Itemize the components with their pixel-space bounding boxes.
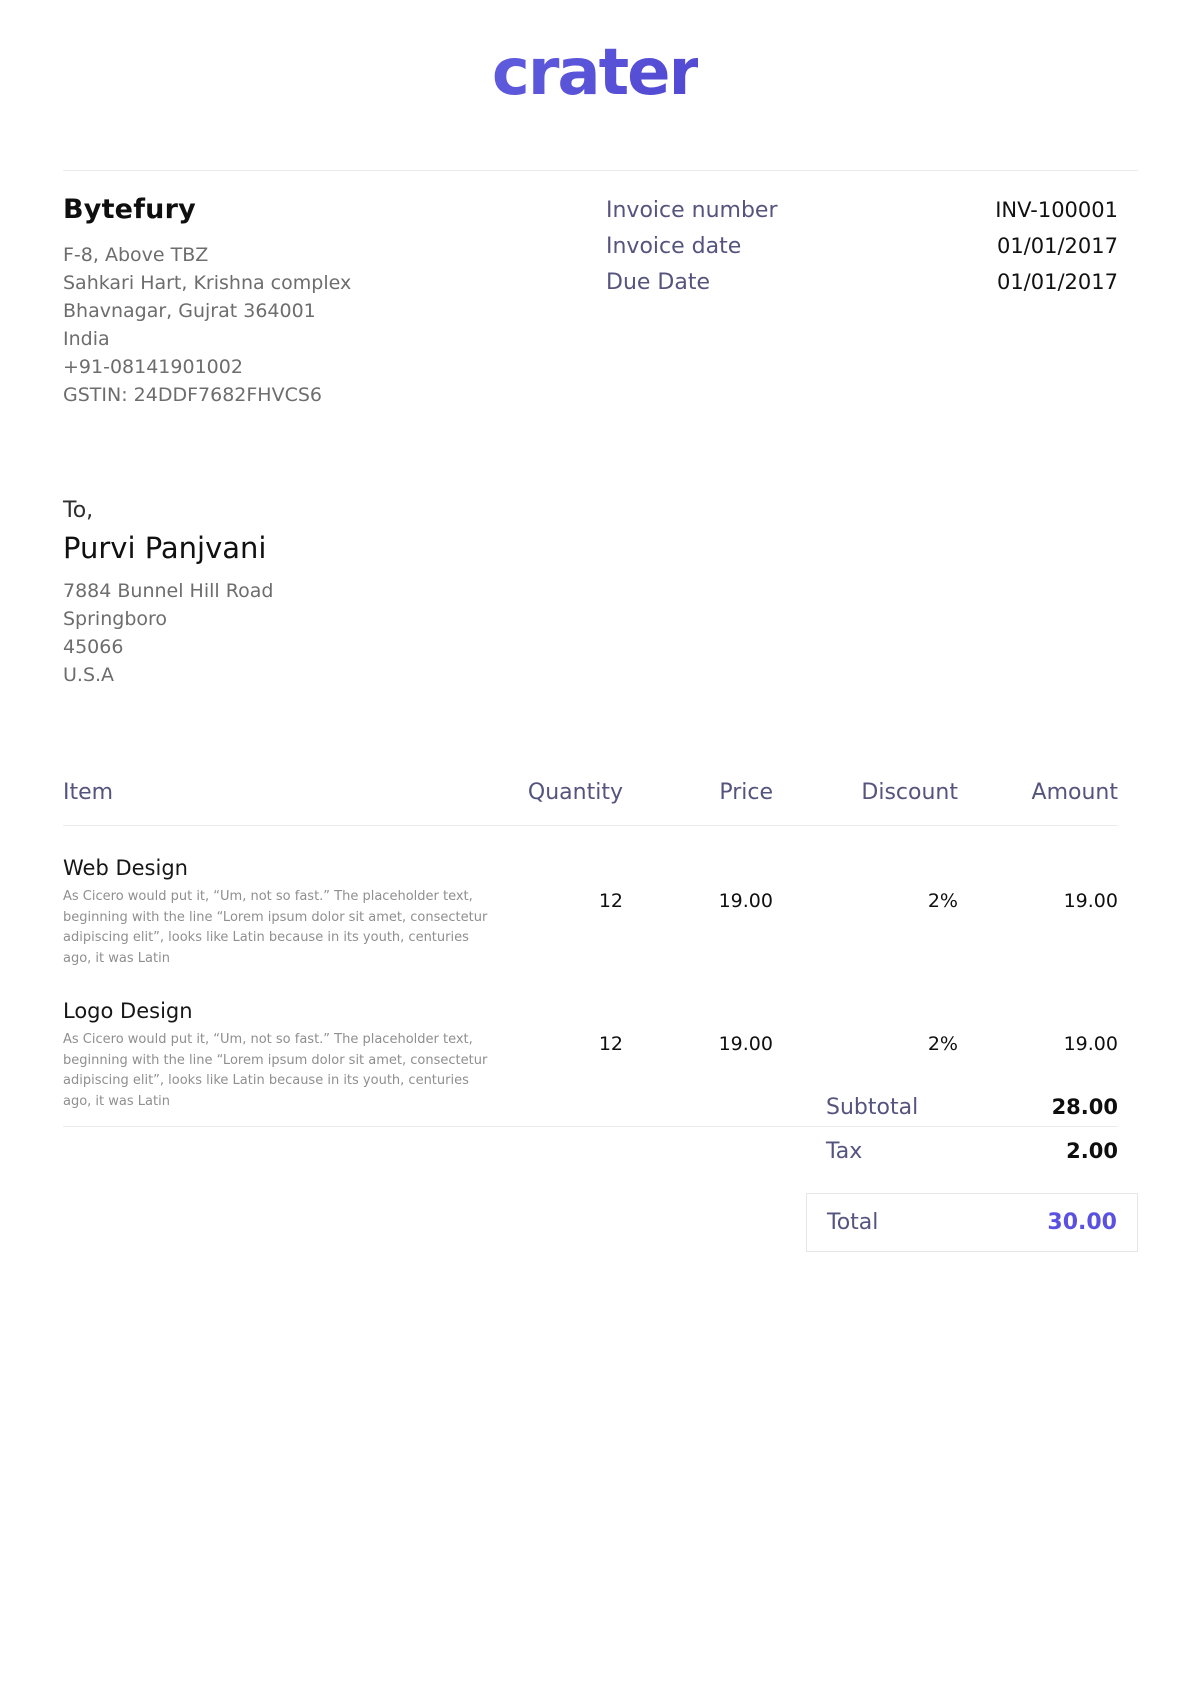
tax-label: Tax <box>826 1139 863 1164</box>
due-date-label: Due Date <box>606 270 710 295</box>
invoice-number-row <box>606 198 1118 223</box>
company-address-line: Bhavnagar, Gujrat 364001 <box>63 300 316 322</box>
item-name: Logo Design <box>63 999 193 1024</box>
subtotal-value: 28.00 <box>1051 1095 1118 1119</box>
item-cell <box>63 856 493 969</box>
items-table <box>63 780 1118 1127</box>
crater-logo: crater <box>491 36 699 110</box>
column-amount: Amount <box>1031 780 1118 805</box>
item-amount: 19.00 <box>1063 1033 1118 1056</box>
item-name: Web Design <box>63 856 188 880</box>
invoice-meta <box>606 198 1118 306</box>
invoice-number-value: INV-100001 <box>995 198 1118 222</box>
item-quantity: 12 <box>598 1033 623 1056</box>
bill-to-address-line: U.S.A <box>63 664 115 686</box>
column-discount: Discount <box>861 780 958 805</box>
invoice-date-row <box>606 234 1118 259</box>
bill-to-address-line: Springboro <box>63 608 168 630</box>
company-address-line: Sahkari Hart, Krishna complex <box>63 272 352 294</box>
due-date-row <box>606 270 1118 295</box>
total-value: 30.00 <box>1047 1210 1117 1235</box>
item-discount: 2% <box>927 1033 958 1056</box>
company-gstin: GSTIN: 24DDF7682FHVCS6 <box>63 384 322 406</box>
total-box <box>806 1193 1138 1252</box>
company-address-line: India <box>63 328 110 350</box>
subtotal-label: Subtotal <box>826 1095 919 1120</box>
column-item: Item <box>63 780 114 805</box>
company-phone: +91-08141901002 <box>63 356 243 378</box>
column-price: Price <box>719 780 773 805</box>
company-address-line: F-8, Above TBZ <box>63 244 209 266</box>
brand-header <box>0 36 1190 110</box>
header-divider <box>63 170 1138 171</box>
bill-to-name: Purvi Panjvani <box>63 531 267 565</box>
due-date-value: 01/01/2017 <box>996 270 1118 294</box>
bill-to-salutation: To, <box>63 498 94 523</box>
item-description: As Cicero would put it, “Um, not so fast.” The placeholder text, beginning with the line “Lorem ipsum dolor sit amet, consectetur adipiscing elit”, looks like Latin because in its youth, centuries ago, it was Latin <box>63 889 488 966</box>
item-cell <box>63 999 493 1112</box>
item-quantity: 12 <box>598 890 623 912</box>
tax-row <box>806 1139 1138 1164</box>
totals-block <box>806 1095 1138 1252</box>
invoice-date-value: 01/01/2017 <box>996 234 1118 258</box>
tax-value: 2.00 <box>1066 1139 1118 1163</box>
total-label: Total <box>827 1210 879 1235</box>
company-name: Bytefury <box>63 194 196 225</box>
item-discount: 2% <box>927 890 958 912</box>
item-amount: 19.00 <box>1063 890 1118 912</box>
items-table-header <box>63 780 1118 826</box>
item-price: 19.00 <box>718 890 773 912</box>
bill-to-block <box>63 498 493 689</box>
company-block <box>63 194 493 409</box>
table-row <box>63 969 1118 1112</box>
table-row <box>63 826 1118 969</box>
invoice-date-label: Invoice date <box>606 234 742 259</box>
invoice-number-label: Invoice number <box>606 198 778 223</box>
bill-to-address-line: 7884 Bunnel Hill Road <box>63 580 274 602</box>
item-price: 19.00 <box>718 1033 773 1056</box>
column-quantity: Quantity <box>527 780 623 805</box>
bill-to-address-line: 45066 <box>63 636 124 658</box>
item-description: As Cicero would put it, “Um, not so fast.” The placeholder text, beginning with the line “Lorem ipsum dolor sit amet, consectetur adipiscing elit”, looks like Latin because in its youth, centuries ago, it was Latin <box>63 1032 488 1109</box>
subtotal-row <box>806 1095 1138 1120</box>
